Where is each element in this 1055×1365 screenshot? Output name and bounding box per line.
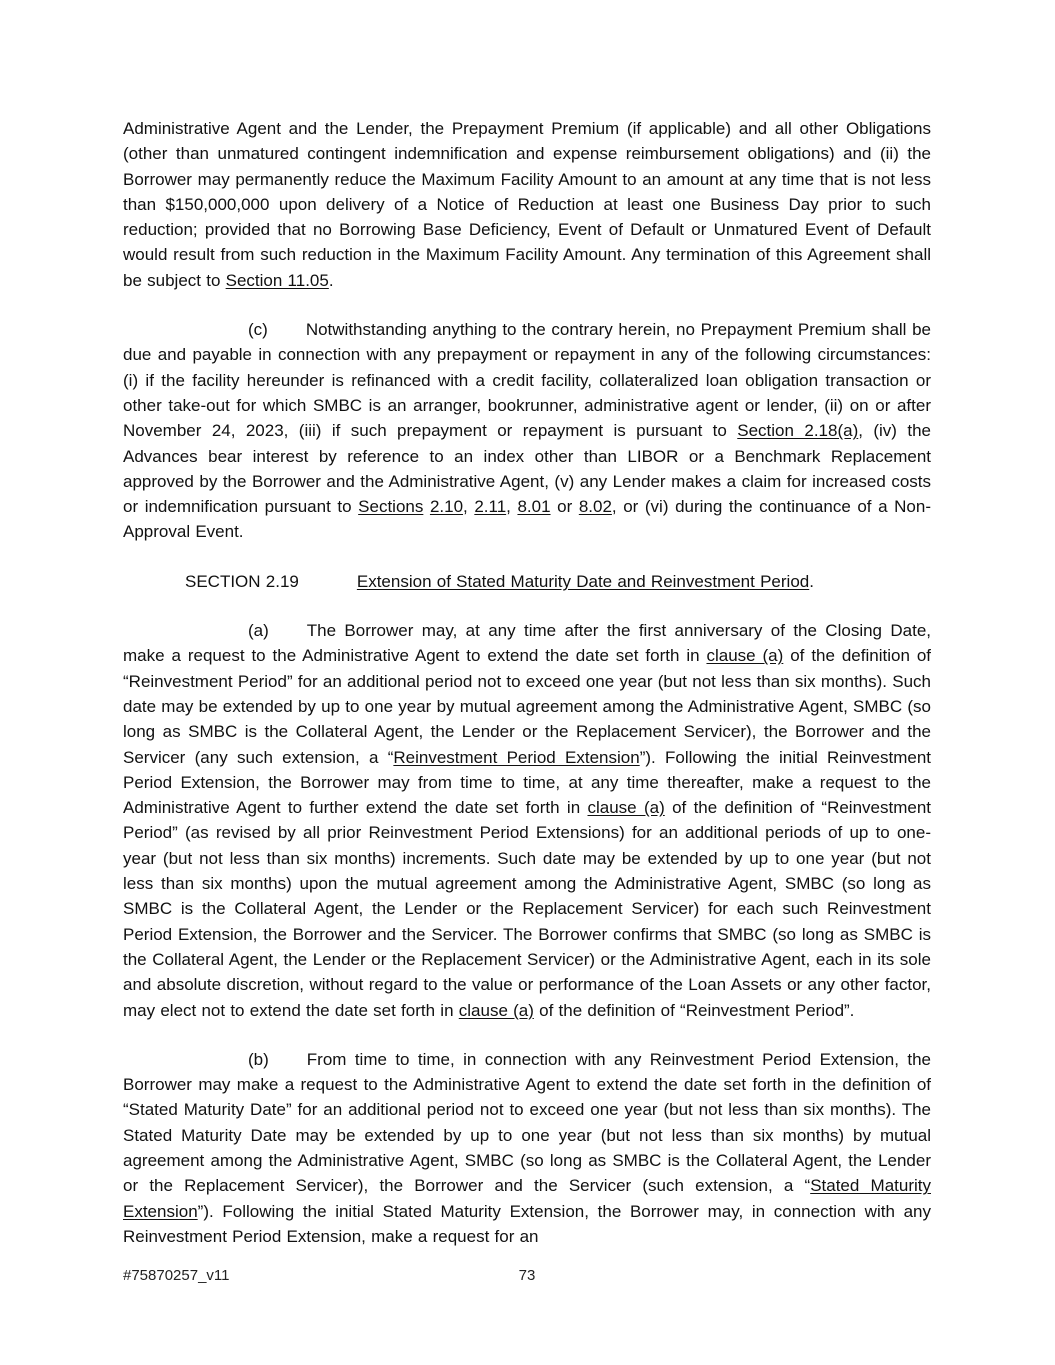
text-segment: , (iv) the Advances bear interest by reference to an index other than LIBOR or a Benchmark Replacement approved by the Borrower and the Administrative Agent, (v) any Lender makes a claim for increased costs or indemnification pursuant to [123,421,931,517]
text-segment: of the definition of “Reinvestment Period”. [533,1000,855,1020]
underlined-term: 8.01 [517,497,551,517]
paragraph-clause-c [123,317,931,545]
text-segment: (a) [248,621,269,641]
text-segment: . [809,571,814,591]
text-segment: of the definition of “Reinvestment Period” for an additional period not to exceed one year (but not less than six months). Such date may be extended by up to one year by mutual agreement among the Administrative Agent, SMBC (so long as SMBC is the Collateral Agent, the Lender or the Replacement Servicer), the Borrower and the Servicer (any such extension, a “ [123,646,931,767]
document-body [123,116,931,1273]
text-segment: From time to time, in connection with any Reinvestment Period Extension, the Borrower may make a request to the Administrative Agent to extend the date set forth in the definition of “Stated Maturity Date” for an additional period not to exceed one year (but not less than six months). The Stated Maturity Date may be extended by up to one year (but not less than six months) by mutual agreement among the Administrative Agent, SMBC (so long as SMBC is the Collateral Agent, the Lender or the Replacement Servicer), the Borrower and the Servicer (such extension, a “ [123,1049,931,1196]
text-segment: , [506,497,518,517]
underlined-term: clause (a) [706,646,784,666]
underlined-term: Reinvestment Period Extension [393,747,640,767]
text-segment: or [550,497,579,517]
underlined-term: Extension of Stated Maturity Date and Reinvestment Period [356,571,810,591]
underlined-term: Stated Maturity Extension [123,1176,931,1221]
paragraph-clause-a [123,618,931,1023]
text-segment: Notwithstanding anything to the contrary herein, no Prepayment Premium shall be due and payable in connection with any prepayment or repayment in any of the following circumstances: (i) if the facility hereunder is refinanced with a credit facility, collateralized loan obligation transaction or other take-out for which SMBC is an arranger, bookrunner, administrative agent or lender, (ii) on or after November 24, 2023, (iii) if such prepayment or repayment is pursuant to [123,320,931,441]
footer-doc-id: #75870257_v11 [123,1267,230,1284]
paragraph-continuation [123,116,931,293]
section-heading-2-19 [123,569,931,594]
underlined-term: Section 2.18(a) [737,421,859,441]
text-segment: (b) [248,1049,269,1069]
underlined-term: 2.10 [429,497,464,517]
text-segment: ”). Following the initial Stated Maturity Extension, the Borrower may, in connection with any Reinvestment Period Extension, make a request for an [123,1201,931,1246]
text-segment [423,497,430,516]
underlined-term: 8.02 [578,497,612,517]
text-segment: (c) [248,320,268,340]
text-segment: , [463,497,475,517]
text-segment: ”). Following the initial Reinvestment Period Extension, the Borrower may from time to time, at any time thereafter, make a request to the Administrative Agent to further extend the date set forth in [123,747,931,818]
underlined-term: 2.11 [474,497,507,517]
paragraph-clause-b [123,1047,931,1249]
underlined-term: clause (a) [587,798,665,818]
text-segment: of the definition of “Reinvestment Period” (as revised by all prior Reinvestment Period Extensions) for an additional periods of up to one-year (but not less than six months) increments. Such date may be extended by up to one year (but not less than six months) upon the mutual agreement among the Administrative Agent, SMBC (so long as SMBC is the Collateral Agent, the Lender or the Replacement Servicer) for each such Reinvestment Period Extension, the Borrower and the Servicer. The Borrower confirms that SMBC (so long as SMBC is the Collateral Agent, the Lender or the Replacement Servicer) or the Administrative Agent, each in its sole and absolute discretion, without regard to the value or performance of the Loan Assets or any other factor, may elect not to extend the date set forth in [123,798,932,1020]
underlined-term: Sections [358,497,424,517]
text-segment: . [328,270,334,290]
underlined-term: clause (a) [458,1000,534,1020]
underlined-term: Section 11.05 [225,270,329,290]
text-segment: Administrative Agent and the Lender, the Prepayment Premium (if applicable) and all other Obligations (other than unmatured contingent indemnification and expense reimbursement obligations) and (ii) the Borrower may permanently reduce the Maximum Facility Amount to an amount at any time that is not less than $150,000,000 upon delivery of a Notice of Reduction at least one Business Day prior to such reduction; provided that no Borrowing Base Deficiency, Event of Default or Unmatured Event of Default would result from such reduction in the Maximum Facility Amount. Any termination of this Agreement shall be subject to [123,119,931,290]
text-segment: The Borrower may, at any time after the first anniversary of the Closing Date, make a request to the Administrative Agent to extend the date set forth in [123,621,931,666]
footer-page-number: 73 [518,1267,536,1284]
text-segment: , or (vi) during the continuance of a Non-Approval Event. [123,497,931,542]
text-segment: SECTION 2.19 [185,571,299,591]
